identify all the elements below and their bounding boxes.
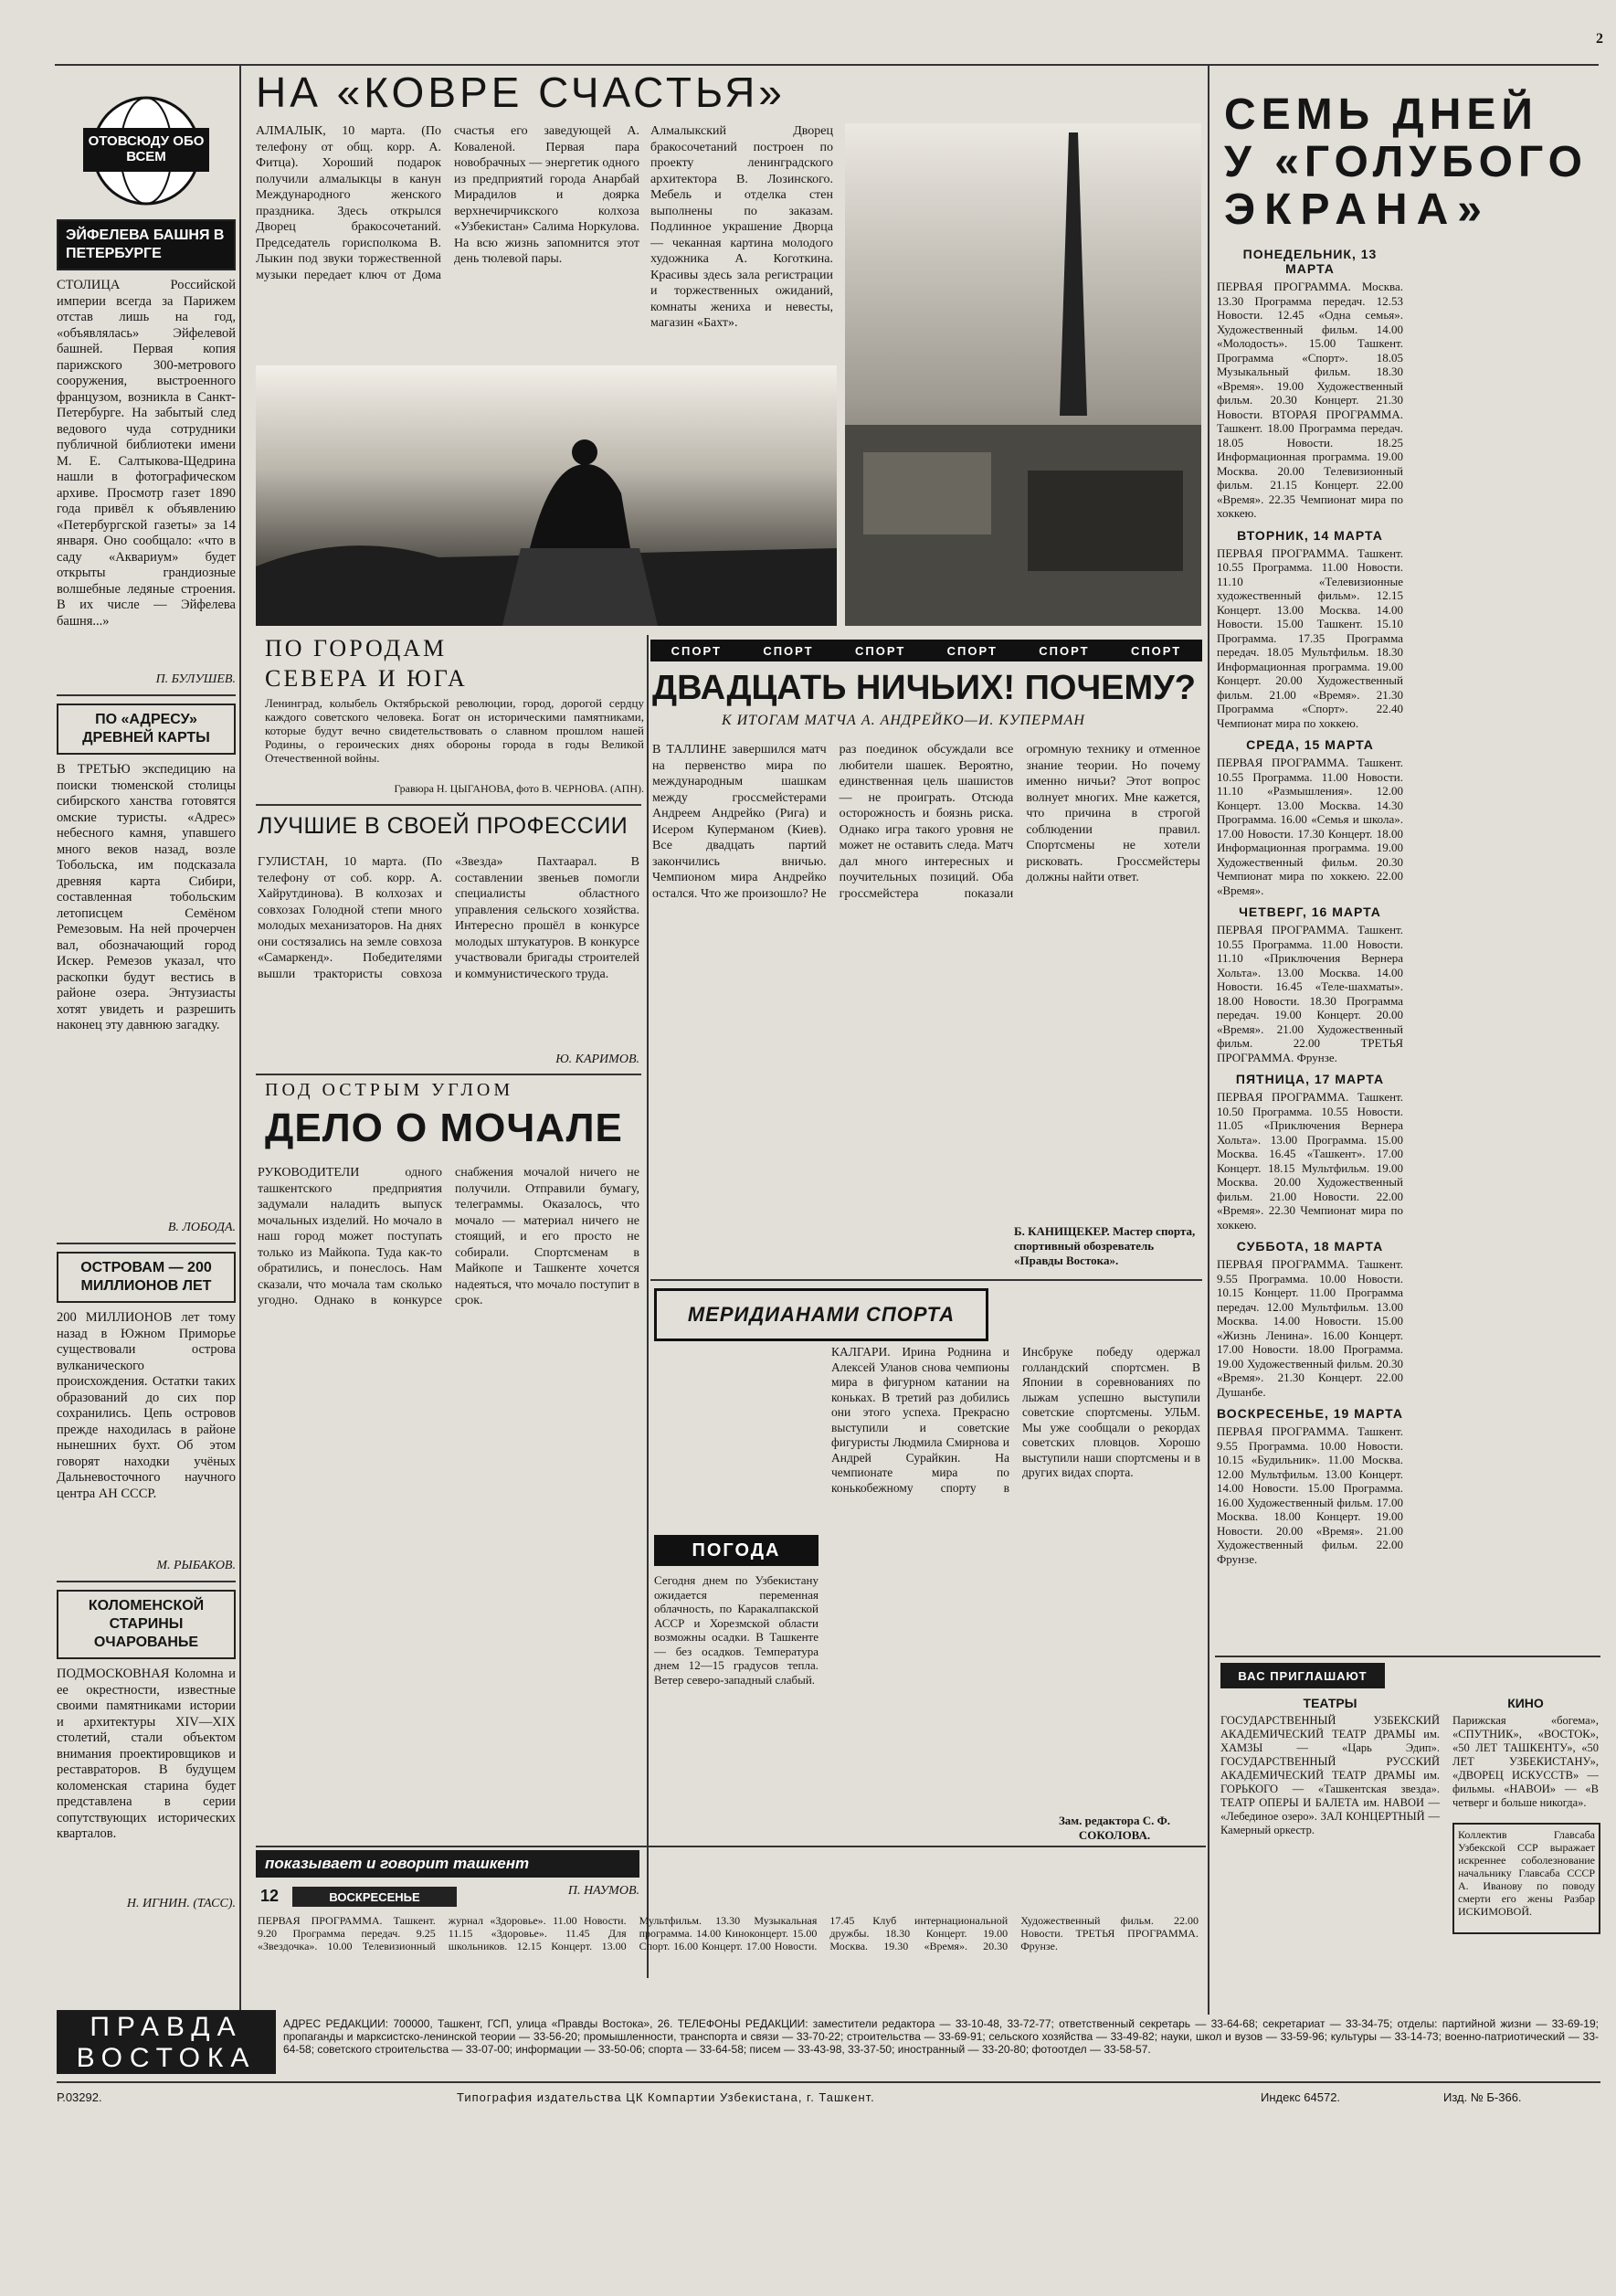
tv-day [1217,1239,1403,1399]
gorod-text: Ленинград, колыбель Октябрьской революции, город, дорогой сердцу каждого советского человека. Богат он историческими памятниками, которые будут вечно свидетельствовать о славном прошлом нашей Родины, о героических днях обороны города в годы Великой Отечественной войны. [265,696,644,765]
tv-day-text: ПЕРВАЯ ПРОГРАММА. Ташкент. 9.55 Программа. 10.00 Новости. 10.15 «Будильник». 11.00 Москва. 12.00 Мультфильм. 13.00 Концерт. 14.00 Новости. 15.00 Программа. 16.00 Художественный фильм. 17.00 Москва. 18.00 Концерт. 19.00 Новости. 20.00 «Время». 21.00 Художественный фильм. 22.00 Фрунзе. [1217,1424,1403,1566]
zam-editor: Зам. редактора С. Ф. СОКОЛОВА. [1058,1814,1171,1842]
page-number: 2 [1596,31,1603,47]
divider [57,1581,236,1582]
best-title: ЛУЧШИЕ В СВОЕЙ ПРОФЕССИИ [258,813,628,839]
divider [256,1846,1206,1847]
sport-strip [650,640,1202,661]
kino-title: КИНО [1507,1696,1544,1710]
tv-day-heading: СРЕДА, 15 МАРТА [1246,737,1374,752]
best-signature: Ю. КАРИМОВ. [555,1053,639,1066]
tv-day [1217,905,1403,1064]
delo-text: РУКОВОДИТЕЛИ одного ташкентского предприятия задумали наладить выпуск мочальных изделий. Но мочало в наш город может поступать только из Майкопа. Туда как-то обратились, и понеслось. Нам сказали, что мочала там сколько угодно. Однако в конкурсе снабжения мочалой ничего не получили. Отправили бумагу, телеграммы. Оказалось, что мочало — материал ничего не стоящий, и его просто не собирали. Спортсменам в Майкопе и Ташкенте хочется надеяться, что мочало поступит в срок. [258,1166,639,1307]
pogoda-title: ПОГОДА [692,1539,781,1561]
invite-title: ВАС ПРИГЛАШАЮТ [1238,1668,1368,1683]
eiffel-title-box [57,219,236,270]
tv-day-heading: ЧЕТВЕРГ, 16 МАРТА [1239,905,1381,919]
tv-day-text: ПЕРВАЯ ПРОГРАММА. Ташкент. 10.50 Программа. 10.55 Новости. 11.05 «Приключения Вернера Хольта». 13.00 Программа. 15.00 Москва. 16.45 «Ташкент». 17.00 Концерт. 18.15 Мультфильм. 19.00 Москва. 20.00 Художественный фильм. 21.00 Новости. 22.00 «Время». 22.30 Чемпионат мира по хоккею. [1217,1090,1403,1232]
sport-strip-label: СПОРТ [1130,643,1182,658]
sport-strip-label: СПОРТ [1039,643,1090,658]
divider [256,1074,641,1075]
divider [57,2081,1600,2083]
delo-title: ДЕЛО О МОЧАЛЕ [265,1106,623,1150]
footer-index: Индекс 64572. [1261,2090,1341,2104]
sport-strip-label: СПОРТ [946,643,998,658]
kolom-text: ПОДМОСКОВНАЯ Коломна и ее окрестности, известные своими памятниками истории и архитектуры XIV—XIX столетий, стали объектом внимания проектировщиков и реставраторов. В будущем коломенская старина будет представлена в серии сопутствующих исторических кварталов. [57,1666,236,1841]
center-lead: АЛМАЛЫК, 10 марта. (По телефону от общ. корр. А. Фитца). Хороший подарок получили алмалыкцы в канун Международного женского праздника. Здесь открылся Дворец бракосочетаний. Председатель горисполкома В. Лыкин под звуки торжественной музыки передает ключ от Дома счастья его заведующей А. Коваленой. Первая пара новобрачных — энергетик одного из предприятий города Анарбай Мирадилов и доярка верхнечирчикского колхоза «Узбекистан» Салима Норкулова. На всю жизнь запомнится этот день тюлевой пары. [256,124,639,282]
show-text: ПЕРВАЯ ПРОГРАММА. Ташкент. 9.20 Программа передач. 9.25 «Звездочка». 10.00 Телевизионный журнал «Здоровье». 11.00 Новости. 11.15 «Здоровье». 11.45 Для школьников. 12.15 Концерт. 13.00 Мультфильм. 13.30 Музыкальная программа. 14.00 Киноконцерт. 15.00 Спорт. 16.00 Концерт. 17.00 Новости. 17.45 Клуб интернациональной дружбы. 18.30 Концерт. 19.00 Москва. 19.30 «Время». 20.30 Художественный фильм. 22.00 Новости. ТРЕТЬЯ ПРОГРАММА. Фрунзе. [258,1914,1199,1952]
footer-address: АДРЕС РЕДАКЦИИ: 700000, Ташкент, ГСП, улица «Правды Востока», 26. ТЕЛЕФОНЫ РЕДАКЦИИ: заместители редактора — 33-10-48, 33-72-77; ответственный секретарь — 33-64-68; секретариат — 33-34-75; отделы: партийной жизни — 33-69-19; пропаганды и марксистско-ленинской теории — 33-56-20; промышленности, транспорта и связи — 33-70-22; строительства — 33-69-91; сельского хозяйства — 33-49-82; науки, школ и вузов — 33-59-96; культуры — 33-14-73; военно-патриотический — 33-64-58; советского строительства — 33-07-00; информации — 33-50-06; спорта — 33-64-58; писем — 33-43-98, 33-37-50; иностранный — 33-20-80; фотоотдел — 33-58-57. [283,2017,1599,2056]
show-day-num: 12 [260,1887,280,1905]
tv-title3: ЭКРАНА» [1224,185,1491,234]
eiffel-title: ЭЙФЕЛЕВА БАШНЯ В ПЕТЕРБУРГЕ [66,227,225,261]
show-day-banner [292,1887,457,1907]
tv-day-heading: ВТОРНИК, 14 МАРТА [1237,527,1383,543]
engraving-image [256,365,837,626]
invite-banner [1220,1663,1385,1688]
divider [1215,1656,1600,1657]
kolom-signature: Н. ИГНИН. (ТАСС). [126,1897,236,1910]
top-rule [55,64,1599,66]
divider [57,1243,236,1244]
footer-code: Р.03292. [57,2090,102,2104]
tv-day [1217,528,1403,731]
show-banner [256,1850,639,1878]
horseman-monument-icon [256,365,837,626]
tv-day [1217,737,1403,897]
map-title: ПО «АДРЕСУ» ДРЕВНЕЙ КАРТЫ [82,712,210,746]
footer-printer: Типография издательства ЦК Компартии Узбекистана, г. Ташкент. [457,2090,875,2104]
map-text: В ТРЕТЬЮ экспедицию на поиски тюменской столицы сибирского ханства готовятся омские туристы. «Адрес» небесного камня, упавшего много веков назад, возле Тобольска, им подсказала древняя карта Сибири, составленная тобольским летописцем Семёном Ремезовым. На ней прочерчен вал, обозначающий город Искер. Ремезов указал, что раскопки будут вестись в районе озера. Энтузиасты хотят увидеть и разрешить наконец эту давнюю загадку. [57,762,236,1032]
draw-signature: Б. КАНИЩЕКЕР. Мастер спорта, спортивный обозреватель «Правды Востока». [1014,1224,1196,1267]
column-rule-2 [1208,64,1209,2015]
tv-day-text: ПЕРВАЯ ПРОГРАММА. Ташкент. 10.55 Программа. 11.00 Новости. 11.10 «Приключения Вернера Хольта». 13.00 Москва. 14.00 Новости. 16.45 «Теле-шахматы». 18.00 Новости. 18.30 Программа передач. 19.00 Концерт. 20.00 «Время». 21.00 Художественный фильм. 22.00 ТРЕТЬЯ ПРОГРАММА. Фрунзе. [1217,923,1403,1064]
gorod-credit: Гравюра Н. ЦЫГАНОВА, фото В. ЧЕРНОВА. (АПН). [394,782,644,795]
logo-text: ОТОВСЮДУ ОБО ВСЕМ [88,133,205,164]
center-headline: НА «КОВРЕ СЧАСТЬЯ» [256,69,786,116]
gorod-title1: ПО ГОРОДАМ [265,635,448,661]
map-title-box [57,704,236,755]
masthead-line2: ВОСТОКА [76,2043,257,2073]
tv-day-text: ПЕРВАЯ ПРОГРАММА. Ташкент. 10.55 Программа. 11.00 Новости. 11.10 «Размышления». 12.00 Концерт. 13.00 Москва. 14.30 Программа. 16.00 «Семья и школа». 17.00 Новости. 17.30 Концерт. 18.00 Информационная программа. 19.00 Художественный фильм. 20.30 Чемпионат мира по хоккею. 22.00 «Время». [1217,756,1403,897]
tv-day [1217,1072,1403,1232]
tower-photo [845,123,1201,626]
tv-day [1217,1406,1403,1566]
tv-day-heading: СУББОТА, 18 МАРТА [1236,1239,1384,1254]
tv-day-heading: ВОСКРЕСЕНЬЕ, 19 МАРТА [1217,1406,1403,1421]
ostrov-title-box [57,1252,236,1303]
left-column [57,64,236,1911]
tv-day-heading: ПЯТНИЦА, 17 МАРТА [1235,1072,1385,1086]
show-day: ВОСКРЕСЕНЬЕ [329,1889,420,1904]
divider [57,694,236,696]
delo-signature: П. НАУМОВ. [567,1884,639,1898]
gorod-title2: СЕВЕРА И ЮГА [265,665,468,692]
draw-subtitle: К ИТОГАМ МАТЧА А. АНДРЕЙКО—И. КУПЕРМАН [722,713,1085,728]
pogoda-text: Сегодня днем по Узбекистану ожидается переменная облачность, по Каракалпакской АССР и Хорезмской области возможны осадки. В Ташкенте — без осадков. Температура днем 12—15 градусов тепла. Ветер северо-западный слабый. [654,1573,819,1687]
tv-day-text: ПЕРВАЯ ПРОГРАММА. Москва. 13.30 Программа передач. 12.53 Новости. 12.45 «Одна семья». Художественный фильм. 14.00 «Молодость». 15.00 Ташкент. Программа «Спорт». 18.05 Музыкальный фильм. 18.30 «Время». 19.00 Художественный фильм. 20.30 Концерт. 21.30 Новости. ВТОРАЯ ПРОГРАММА. Ташкент. 18.00 Программа передач. 18.05 Новости. 18.25 Информационная программа. 19.00 Москва. 20.00 Телевизионный фильм. 21.15 Концерт. 22.00 «Время». 22.35 Чемпионат мира по хоккею. [1217,280,1403,520]
best-text: ГУЛИСТАН, 10 марта. (По телефону от соб. корр. А. Хайрутдинова). В колхозах и совхозах Голодной степи много молодых механизаторов. На днях они состязались на земле совхоза «Самаркенд». Победителями вышли трактористы совхоза «Звезда» Пахтаарал. В составлении звеньев помогли специалисты областного управления сельского хозяйства. Интересно прошёл в конкурсе молодых штукатуров. В конкурсе участвовали бригады строителей и коммунистического труда. [258,855,639,981]
sport-strip-label: СПОРТ [671,643,722,658]
theatres-title: ТЕАТРЫ [1303,1696,1357,1710]
column-rule-1 [239,64,241,2015]
draw-text: В ТАЛЛИНЕ завершился матч на первенство мира по международным шашкам между гроссмейстерами Андреем Андрейко (Рига) и Исером Куперманом (Киев). Все двадцать партий закончились вничью. Чемпионом мира Андрейко остался. Что же произошло? Не раз поединок обсуждали все любители шашек. Вероятно, единственная цель шашистов — не проиграть. Отсюда осторожность и боязнь риска. Однако игра такого уровня не может не оставить следа. Матч дал много интересных и поучительных позиций. Оба гроссмейстера показали огромную технику и отменное знание теории. Но почему именно ничьи? Этот вопрос волнует многих. Мне кажется, что причина в строгой соблюдении правил. Спортсмены не хотели рисковать. Гроссмейстеры должны найти ответ. [652,743,1200,901]
tv-title2: У «ГОЛУБОГО [1224,138,1588,186]
tv-day-text: ПЕРВАЯ ПРОГРАММА. Ташкент. 9.55 Программа. 10.00 Новости. 10.15 Концерт. 11.00 Программа передач. 12.00 Мультфильм. 13.00 Москва. 14.00 Новости. 15.00 «Жизнь Ленина». 16.00 Концерт. 17.00 Новости. 18.00 Программа. 19.00 Художественный фильм. 20.30 «Время». 21.30 Концерт. 22.00 Душанбе. [1217,1257,1403,1399]
tv-schedule [1217,239,1600,1646]
meridian-banner [654,1288,988,1341]
condolence-box: Коллектив Главсаба Узбекской ССР выражает искреннее соболезнование начальнику Главсаба СССР А. Иванову по поводу смерти его жены Разбар ИСКИМОВОЙ. [1452,1823,1600,1934]
masthead-box [57,2010,276,2074]
pogoda-banner [654,1535,819,1566]
draw-title: ДВАДЦАТЬ НИЧЬИХ! ПОЧЕМУ? [652,669,1196,707]
show-title: показывает и говорит ташкент [265,1855,530,1872]
sport-strip-label: СПОРТ [854,643,906,658]
kino-text: Парижская «богема», «СПУТНИК», «ВОСТОК», «50 ЛЕТ ТАШКЕНТУ», «50 ЛЕТ УЗБЕКИСТАНУ», «ДВОРЕЦ ИСКУССТВ» — фильмы. «НАВОИ» — «В четверг и больше никогда». [1452,1714,1599,1809]
globe-logo [78,91,215,210]
eiffel-signature: П. БУЛУШЕВ. [155,672,236,686]
divider [256,804,641,806]
center-rule [647,635,649,1978]
theatres-text: ГОСУДАРСТВЕННЫЙ УЗБЕКСКИЙ АКАДЕМИЧЕСКИЙ ТЕАТР ДРАМЫ им. ХАМЗЫ — «Царь Эдип». ГОСУДАРСТВЕННЫЙ РУССКИЙ АКАДЕМИЧЕСКИЙ ТЕАТР ДРАМЫ им. ГОРЬКОГО — «Ташкентская звезда». ТЕАТР ОПЕРЫ И БАЛЕТА им. НАВОИ — «Лебединое озеро». ЗАЛ КОНЦЕРТНЫЙ — Камерный оркестр. [1220,1714,1440,1836]
divider [650,1279,1202,1281]
ugol-label: ПОД ОСТРЫМ УГЛОМ [265,1080,514,1100]
ostrov-signature: М. РЫБАКОВ. [156,1559,236,1572]
ostrov-text: 200 МИЛЛИОНОВ лет тому назад в Южном Приморье существовали острова вулканического происхождения. Остатки таких образований до сих пор сохранились. Цепь островов прежде находилась в районе нынешних бухт. Об этом говорят находки учёных Дальневосточного научного центра АН СССР. [57,1310,236,1501]
tv-title1: СЕМЬ ДНЕЙ [1224,90,1538,139]
ostrov-title: ОСТРОВАМ — 200 МИЛЛИОНОВ ЛЕТ [80,1260,212,1294]
meridian-title: МЕРИДИАНАМИ СПОРТА [687,1303,956,1326]
tv-day [1217,247,1403,521]
eiffel-text: СТОЛИЦА Российской империи всегда за Парижем отстав лишь на год, «объявлялась» Эйфелевой башней. Первая копия парижского 300-метрового сооружения, выстроенного французом, возникла в Санкт-Петербурге. На забытый след ведового чуда сотрудники публичной библиотеки имени М. Е. Салтыкова-Щедрина нашли в фотографическом архиве. Просмотр газет 1890 года привёл к объявлению «Петербургской газеты» за 14 января. Оно сообщало: «что в саду «Аквариум» будет открыты грандиозные волшебные ледяные строения. В их числе — Эйфелева башня...» [57,278,236,629]
footer-order: Изд. № Б-366. [1443,2090,1522,2104]
tv-day-text: ПЕРВАЯ ПРОГРАММА. Ташкент. 10.55 Программа. 11.00 Новости. 11.10 «Телевизионные художественный фильм». 12.15 Концерт. 13.00 Москва. 14.00 Новости. 15.00 Ташкент. 15.10 Программа. 17.35 Программа передач. 18.05 Мультфильм. 18.30 Информационная программа. 19.00 Концерт. 20.00 Художественный фильм. 21.00 «Время». 21.30 Программа «Спорт». 22.40 Чемпионат мира по хоккею. [1217,545,1403,730]
masthead-line1: ПРАВДА [90,2012,243,2042]
meridian-text: КАЛГАРИ. Ирина Роднина и Алексей Уланов снова чемпионы мира в фигурном катании на коньках. В третий раз добились они этого успеха. Прекрасно выступили и советские фигуристы Людмила Смирнова и Андрей Сурайкин. На чемпионате мира по конькобежному спорту в Инсбруке победу одержал голландский спортсмен. В Японии в соревнованиях по лыжам успешно выступили советские спортсмены. УЛЬМ. Мы уже сообщали о рекордах советских пловцов. Хорошо выступили наши спортсмены и в других видах спорта. [831,1345,1200,1495]
tv-day-heading: ПОНЕДЕЛЬНИК, 13 МАРТА [1242,247,1378,276]
center-lead2: Алмалыкский Дворец бракосочетаний построен по проекту ленинградского архитектора В. Лозинского. Мебель и отделка стен выполнены по заказам. Подлинное украшение Дворца — чеканная картина молодого художника А. Коготкина. Красивы здесь зала регистрации и торжественных ожиданий, комнаты жениха и невесты, магазин «Бахт». [650,124,833,330]
tv-tower-icon [845,123,1201,626]
kolom-title-box [57,1590,236,1659]
sport-strip-label: СПОРТ [763,643,814,658]
kolom-title: КОЛОМЕНСКОЙ СТАРИНЫ ОЧАРОВАНЬЕ [88,1598,205,1650]
map-signature: В. ЛОБОДА. [167,1221,236,1234]
